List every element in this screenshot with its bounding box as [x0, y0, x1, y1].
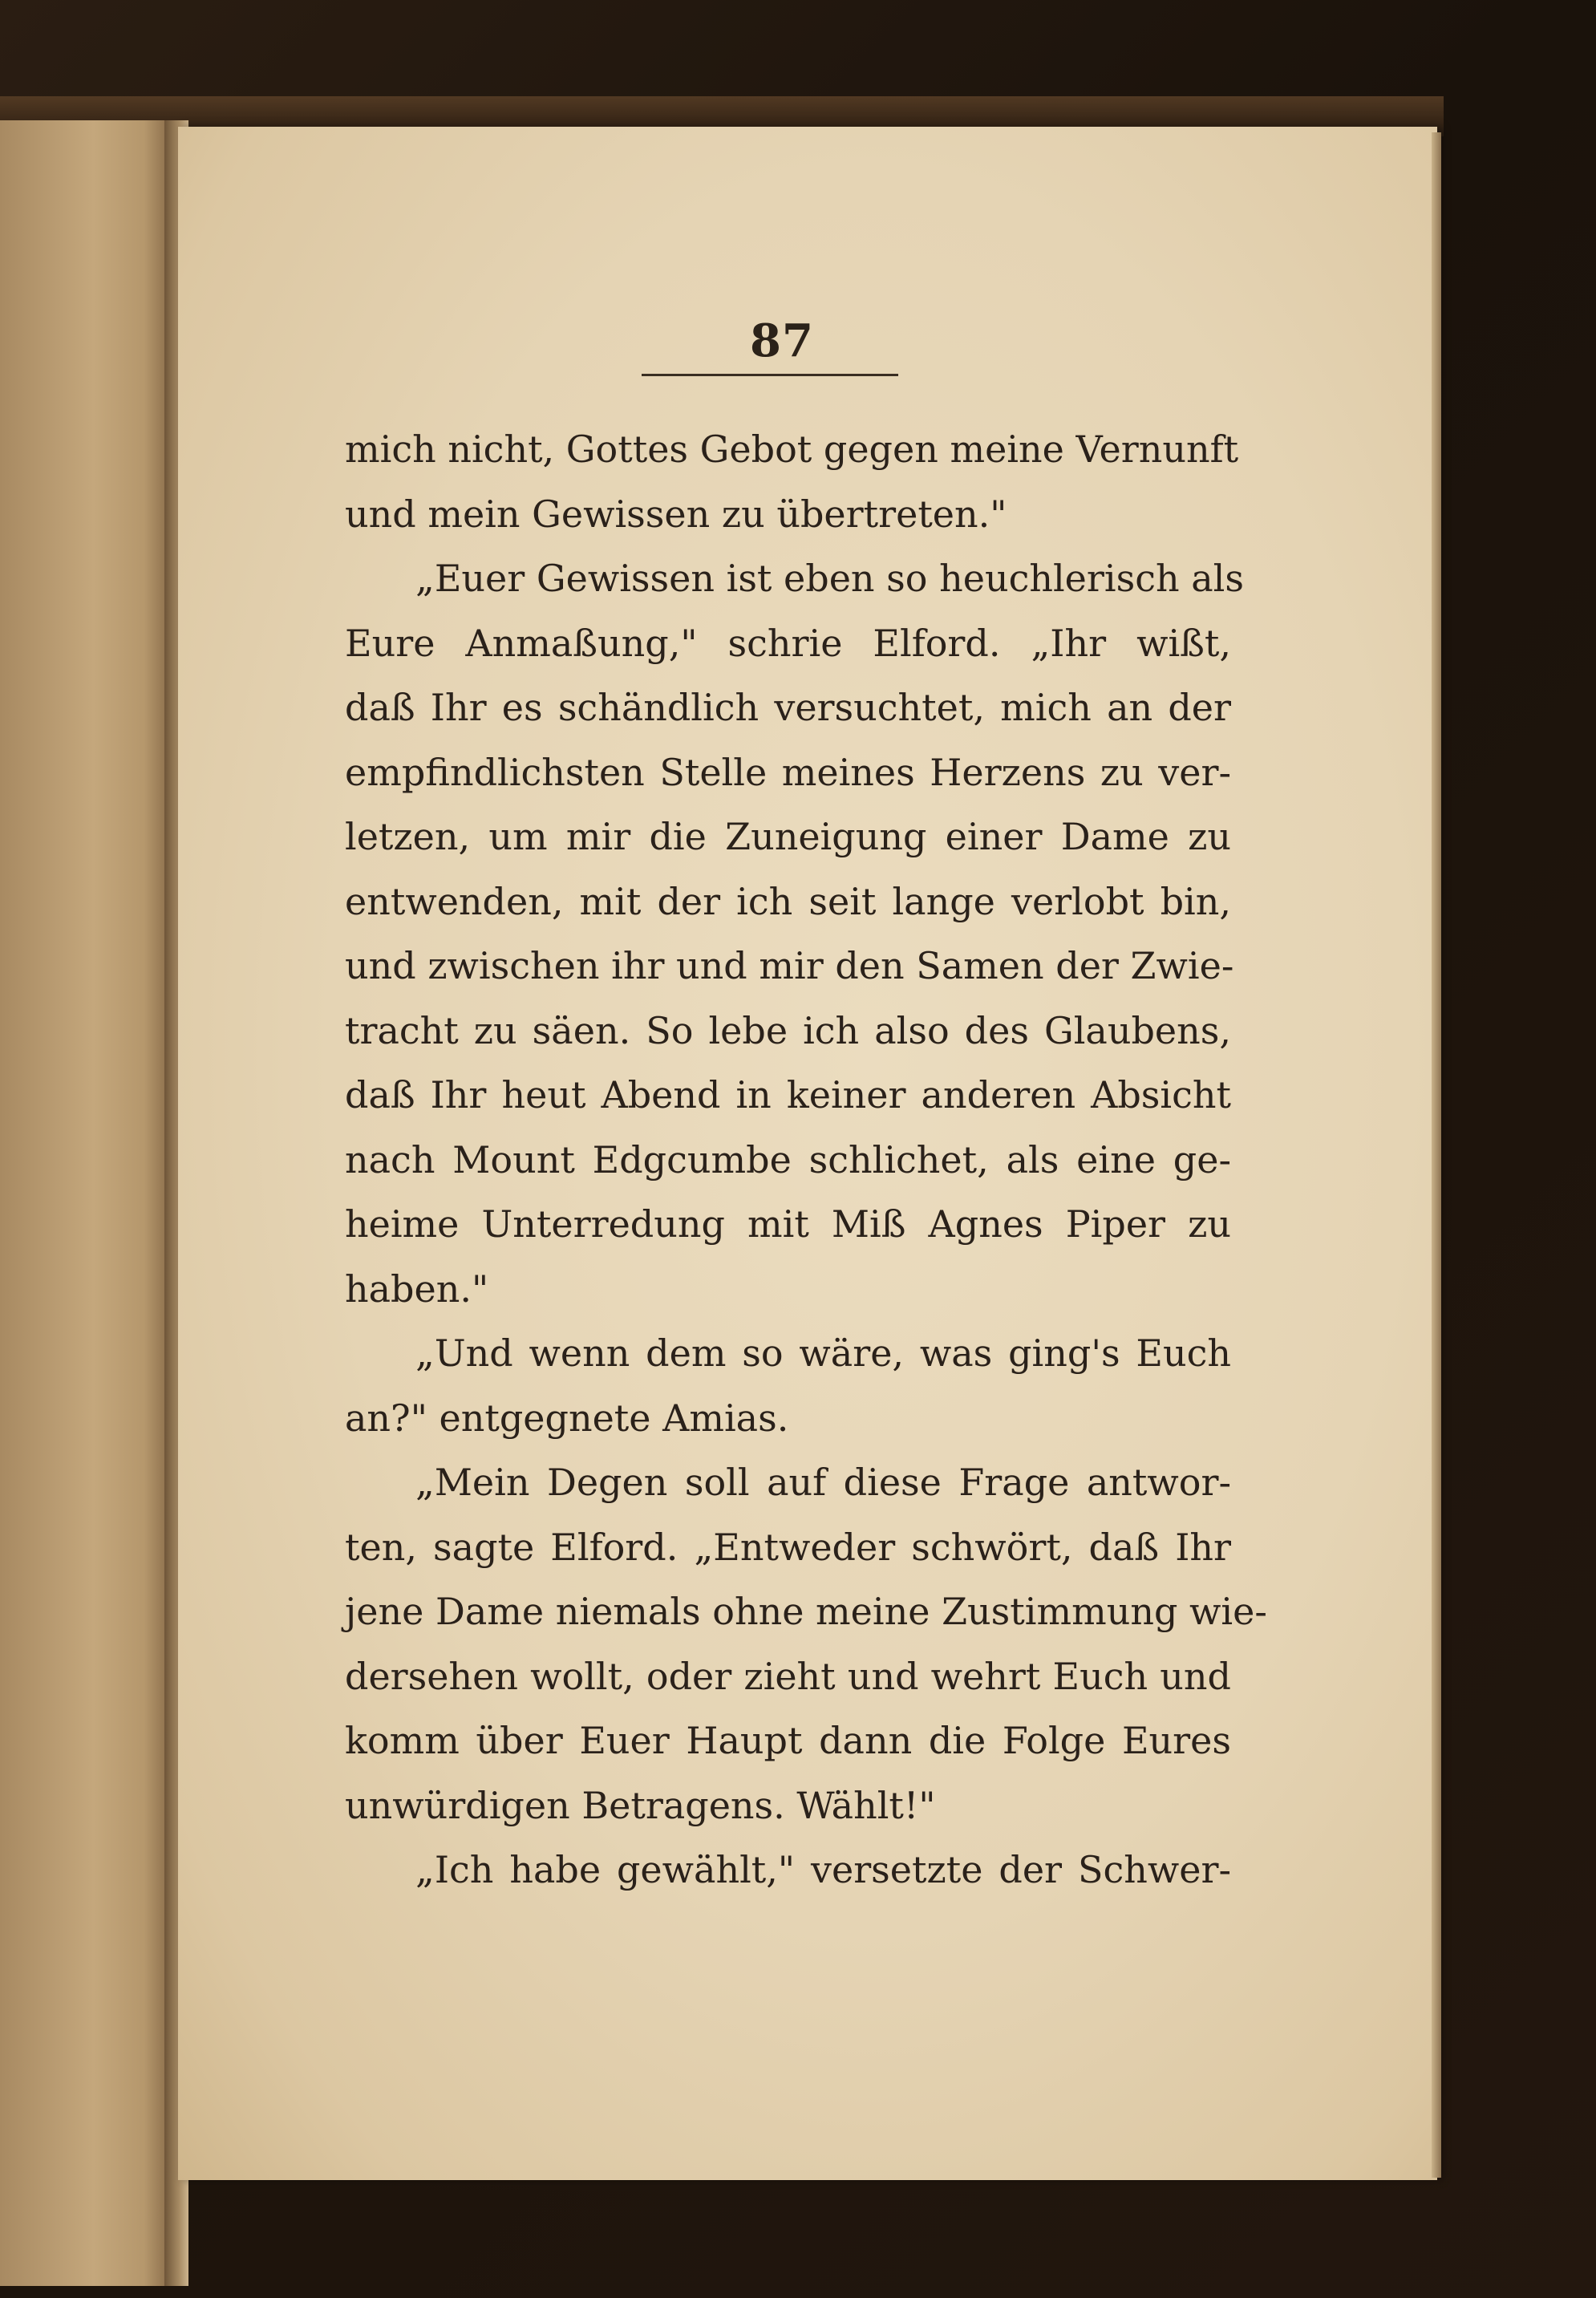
text-line: nach Mount Edgcumbe schlichet, als eine ge-: [345, 1137, 1231, 1181]
text-line: daß Ihr es schändlich versuchtet, mich an der: [345, 686, 1231, 729]
page-edge: [1432, 132, 1441, 2178]
text-line: „Ich habe gewählt," versetzte der Schwer-: [415, 1848, 1231, 1891]
text-line: empfindlichsten Stelle meines Herzens zu ver-: [345, 750, 1231, 794]
text-line: „Und wenn dem so wäre, was ging's Euch: [415, 1331, 1231, 1375]
text-line: und mein Gewissen zu übertreten.": [345, 492, 1007, 536]
text-line: mich nicht, Gottes Gebot gegen meine Vernunft: [345, 428, 1239, 471]
text-line: dersehen wollt, oder zieht und wehrt Euch und: [345, 1654, 1231, 1698]
text-line: „Euer Gewissen ist eben so heuchlerisch als: [415, 557, 1244, 600]
left-page-edge: [0, 120, 170, 2286]
text-line: jene Dame niemals ohne meine Zustimmung wie-: [345, 1590, 1267, 1633]
text-line: an?" entgegnete Amias.: [345, 1396, 789, 1440]
text-line: letzen, um mir die Zuneigung einer Dame zu: [345, 815, 1231, 858]
text-line: heime Unterredung mit Miß Agnes Piper zu: [345, 1202, 1231, 1246]
header-rule: [642, 374, 898, 376]
text-line: komm über Euer Haupt dann die Folge Eures: [345, 1719, 1231, 1762]
text-line: unwürdigen Betragens. Wählt!": [345, 1783, 936, 1827]
page-number: 87: [750, 314, 814, 367]
text-line: „Mein Degen soll auf diese Frage antwor-: [415, 1461, 1231, 1504]
body-text: [345, 417, 1267, 1903]
text-line: haben.": [345, 1267, 489, 1311]
text-line: entwenden, mit der ich seit lange verlobt bin,: [345, 879, 1231, 923]
text-line: Eure Anmaßung," schrie Elford. „Ihr wißt,: [345, 621, 1231, 665]
text-line: ten, sagte Elford. „Entweder schwört, daß Ihr: [345, 1525, 1231, 1569]
text-line: daß Ihr heut Abend in keiner anderen Absicht: [345, 1073, 1231, 1117]
text-line: tracht zu säen. So lebe ich also des Glaubens,: [345, 1008, 1231, 1052]
text-line: und zwischen ihr und mir den Samen der Zwie-: [345, 944, 1234, 987]
